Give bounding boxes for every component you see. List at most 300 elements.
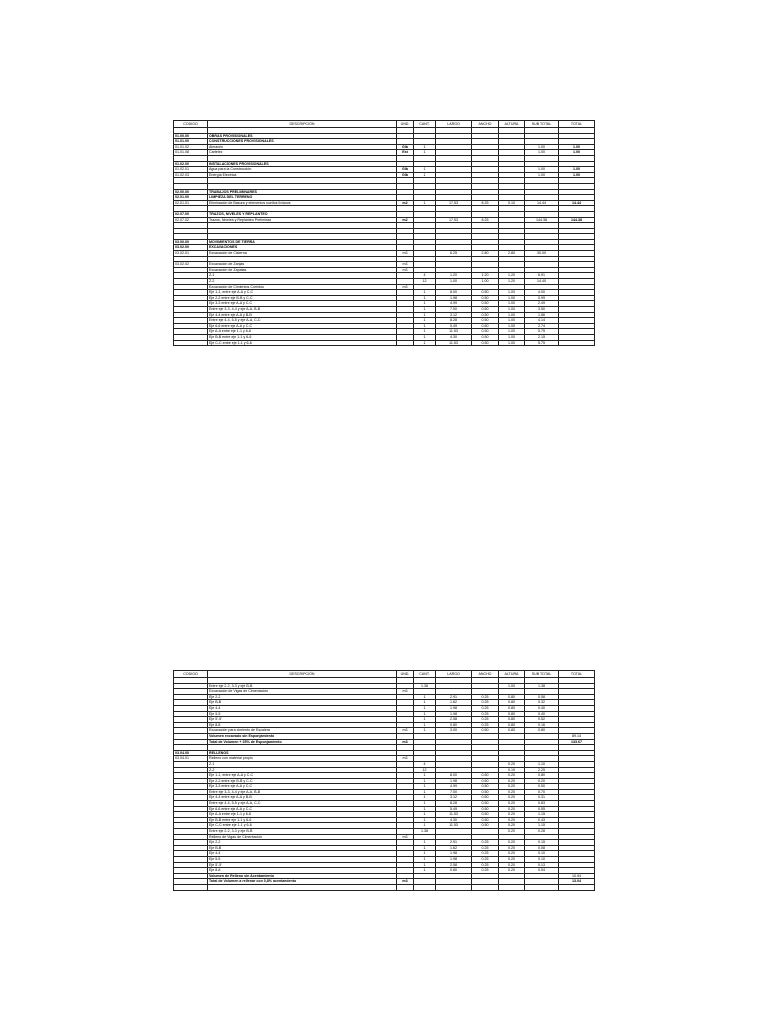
table-row <box>174 884 595 890</box>
cell-ancho: 0.50 <box>472 778 499 784</box>
cell-altura: 1.00 <box>499 318 525 324</box>
cell-altura <box>499 884 525 890</box>
cell-subtotal: 0.80 <box>525 773 559 779</box>
cell-subtotal: 2.49 <box>525 301 559 307</box>
cell-cant: 1 <box>414 172 436 178</box>
cell-descripcion: Excavación de Cimientos Corridos <box>208 284 397 290</box>
cell-descripcion: Entre eje 2-2, 3-3 y eje B-B <box>208 829 397 835</box>
cell-subtotal: 4.14 <box>525 318 559 324</box>
cell-largo: 4.99 <box>436 301 472 307</box>
cell-ancho: 0.50 <box>472 312 499 318</box>
cell-altura: 0.80 <box>499 700 525 706</box>
cell-ancho: 0.50 <box>472 789 499 795</box>
cell-und: m3 <box>397 756 414 762</box>
cell-descripcion: Eje 2-2 entre eje B-B y C-C <box>208 295 397 301</box>
cell-altura: 1.00 <box>499 312 525 318</box>
cell-subtotal: 1.56 <box>525 312 559 318</box>
cell-total: 13.04 <box>559 879 595 885</box>
cell-total: 1.00 <box>559 150 595 156</box>
cell-descripcion: Energía Electrica <box>208 172 397 178</box>
col-header-total: TOTAL <box>559 671 595 678</box>
cell-cant: 1 <box>414 868 436 874</box>
cell-ancho: 0.25 <box>472 857 499 863</box>
cell-subtotal: 0.32 <box>525 700 559 706</box>
cell-largo: 0.80 <box>436 868 472 874</box>
cell-subtotal: 14.44 <box>525 200 559 206</box>
cell-altura: 0.20 <box>499 829 525 835</box>
cell-largo: 11.53 <box>436 812 472 818</box>
cell-cant: 1 <box>414 318 436 324</box>
cell-cant: 1 <box>414 840 436 846</box>
cell-altura: 0.20 <box>499 845 525 851</box>
cell-ancho: 0.50 <box>472 323 499 329</box>
cell-largo: 1.62 <box>436 700 472 706</box>
cell-subtotal: 0.99 <box>525 295 559 301</box>
cell-ancho: 0.25 <box>472 694 499 700</box>
cell-ancho: 0.25 <box>472 862 499 868</box>
cell-cant: 1 <box>414 200 436 206</box>
metrado-table-2 <box>173 670 595 891</box>
cell-subtotal: 0.31 <box>525 795 559 801</box>
cell-codigo: 02.07.02 <box>174 217 208 223</box>
cell-altura: 1.20 <box>499 273 525 279</box>
cell-descripcion: Entre eje 2-2, 3-3 y eje B-B <box>208 683 397 689</box>
cell-descripcion: Entre eje 4-4, 5-5 y eje A-A, C-C <box>208 801 397 807</box>
cell-descripcion: Eje 3-3 entre eje A-A y C-C <box>208 784 397 790</box>
cell-altura: 0.20 <box>499 812 525 818</box>
cell-altura: 1.00 <box>499 334 525 340</box>
col-header-subtotal: SUB TOTAL <box>525 671 559 678</box>
cell-total: 10.94 <box>559 873 595 879</box>
cell-cant: 1 <box>414 150 436 156</box>
cell-ancho: 1.20 <box>472 273 499 279</box>
cell-subtotal: 1.10 <box>525 761 559 767</box>
cell-cant: 1 <box>414 700 436 706</box>
cell-largo: 1.98 <box>436 295 472 301</box>
cell-descripcion: TRABAJOS PRELIMINARES <box>208 189 397 195</box>
cell-largo: 4.99 <box>436 784 472 790</box>
cell-und: m2 <box>397 200 414 206</box>
cell-largo: 2.91 <box>436 694 472 700</box>
cell-ancho: 0.25 <box>472 868 499 874</box>
cell-descripcion: Eje 1-1, entre eje A-A y C-C <box>208 290 397 296</box>
cell-descripcion: Eje C-C entre eje 1-1 y 6-6 <box>208 340 397 346</box>
cell-largo: 8.28 <box>436 801 472 807</box>
cell-cant: 1 <box>414 705 436 711</box>
cell-largo: 17.53 <box>436 217 472 223</box>
cell-subtotal: 0.58 <box>525 694 559 700</box>
cell-largo: 3.00 <box>436 728 472 734</box>
cell-altura: 0.20 <box>499 840 525 846</box>
cell-altura: 0.19 <box>499 767 525 773</box>
cell-total: 1.00 <box>559 172 595 178</box>
cell-altura: 1.00 <box>499 307 525 313</box>
cell-ancho: 0.25 <box>472 711 499 717</box>
cell-largo: 8.00 <box>436 773 472 779</box>
col-header-cant: CANT. <box>414 121 436 128</box>
cell-cant: 1 <box>414 728 436 734</box>
cell-descripcion: Eje 5'-5' <box>208 717 397 723</box>
cell-subtotal: 2.74 <box>525 323 559 329</box>
cell-total: 1.00 <box>559 144 595 150</box>
col-header-total: TOTAL <box>559 121 595 128</box>
cell-ancho: 0.50 <box>472 334 499 340</box>
cell-altura: 0.20 <box>499 773 525 779</box>
cell-cant: 1 <box>414 323 436 329</box>
cell-cant: 4 <box>414 761 436 767</box>
cell-subtotal: 0.04 <box>525 868 559 874</box>
cell-cant: 1 <box>414 778 436 784</box>
cell-total <box>559 340 595 346</box>
cell-descripcion: Eje 5-5 <box>208 711 397 717</box>
cell-ancho: 0.50 <box>472 784 499 790</box>
cell-ancho: 0.50 <box>472 823 499 829</box>
cell-largo: 1.98 <box>436 857 472 863</box>
cell-largo: 2.58 <box>436 717 472 723</box>
cell-largo: 5.49 <box>436 806 472 812</box>
cell-descripcion: Excavación para cimiento de Escalera <box>208 728 397 734</box>
cell-codigo: 03.04.01 <box>174 756 208 762</box>
cell-und: m3 <box>397 689 414 695</box>
cell-largo: 4.30 <box>436 334 472 340</box>
cell-subtotal: 3.50 <box>525 307 559 313</box>
cell-codigo: 01.02.00 <box>174 161 208 167</box>
cell-und: Est <box>397 150 414 156</box>
cell-largo: 8.00 <box>436 290 472 296</box>
cell-descripcion: Total de Volumen + 25% de Esponjamiento <box>208 739 397 745</box>
cell-largo: 1.00 <box>436 279 472 285</box>
cell-cant: 1 <box>414 167 436 173</box>
table-header <box>174 671 595 678</box>
cell-ancho: 0.50 <box>472 318 499 324</box>
cell-subtotal: 5.75 <box>525 329 559 335</box>
cell-subtotal: 1.15 <box>525 823 559 829</box>
cell-largo: 4.30 <box>436 817 472 823</box>
table-body-1 <box>174 128 595 346</box>
cell-descripcion: Eliminación de Basura y elementos sueltos livianos <box>208 200 397 206</box>
cell-descripcion: Eje 4-4 entre eje A-A y B-B <box>208 795 397 801</box>
cell-altura: 0.20 <box>499 868 525 874</box>
cell-descripcion: OBRAS PROVISIONALES <box>208 133 397 139</box>
cell-descripcion: Eje 8-8 <box>208 868 397 874</box>
cell-cant: 1 <box>414 312 436 318</box>
cell-codigo: 03.02.00 <box>174 245 208 251</box>
cell-subtotal: 1.00 <box>525 172 559 178</box>
cell-descripcion: Trazos, Niveles y Replanteo Preliminar <box>208 217 397 223</box>
cell-ancho: 0.50 <box>472 329 499 335</box>
cell-subtotal: 1.15 <box>525 812 559 818</box>
cell-altura: 0.80 <box>499 722 525 728</box>
cell-und: m3 <box>397 879 414 885</box>
table-row <box>174 340 595 346</box>
cell-cant: 4 <box>414 273 436 279</box>
cell-codigo: 02.01.00 <box>174 195 208 201</box>
cell-und <box>397 340 414 346</box>
cell-codigo: 01.01.00 <box>174 139 208 145</box>
cell-cant: 1 <box>414 817 436 823</box>
cell-descripcion: Eje A-A entre eje 1-1 y 6-6 <box>208 329 397 335</box>
cell-total: 14.44 <box>559 200 595 206</box>
cell-total: 1.00 <box>559 167 595 173</box>
cell-cant: 1 <box>414 812 436 818</box>
cell-ancho: 0.50 <box>472 817 499 823</box>
cell-altura: 0.20 <box>499 761 525 767</box>
cell-descripcion: Eje 3-3 entre eje A-A y C-C <box>208 301 397 307</box>
cell-descripcion: Total de Volumen a rellenar con 0,8% acentamiento <box>208 879 397 885</box>
cell-subtotal: 0.13 <box>525 862 559 868</box>
cell-subtotal: 6.91 <box>525 273 559 279</box>
cell-cant: 1 <box>414 789 436 795</box>
cell-subtotal: 0.55 <box>525 806 559 812</box>
cell-descripcion: CONSTRUCCIONES PROVISIONALES <box>208 139 397 145</box>
cell-subtotal: 30.00 <box>525 251 559 257</box>
cell-total: 89.14 <box>559 733 595 739</box>
col-header-descripcion: DESCRIPCIÓN <box>208 671 397 678</box>
cell-ancho: 0.50 <box>472 301 499 307</box>
cell-subtotal: 0.52 <box>525 717 559 723</box>
cell-altura: 0.20 <box>499 784 525 790</box>
cell-descripcion: Eje 4-4 <box>208 705 397 711</box>
cell-cant: 1 <box>414 711 436 717</box>
col-header-und: UND. <box>397 671 414 678</box>
cell-cant: 1 <box>414 801 436 807</box>
cell-descripcion: Eje 6-6 entre eje A-A y C-C <box>208 806 397 812</box>
cell-cant: 1 <box>414 334 436 340</box>
cell-descripcion: INSTALACIONES PROVISIONALES <box>208 161 397 167</box>
cell-cant: 1 <box>414 722 436 728</box>
cell-largo: 5.49 <box>436 323 472 329</box>
cell-ancho: 0.25 <box>472 722 499 728</box>
col-header-altura: ALTURA <box>499 671 525 678</box>
cell-descripcion: EXCAVACIONES <box>208 245 397 251</box>
cell-codigo: 01.02.01 <box>174 167 208 173</box>
cell-ancho: 0.50 <box>472 307 499 313</box>
cell-largo: 11.53 <box>436 340 472 346</box>
cell-ancho: 0.50 <box>472 795 499 801</box>
cell-descripcion: Eje B-B <box>208 845 397 851</box>
cell-subtotal: 0.28 <box>525 829 559 835</box>
cell-subtotal: 144.38 <box>525 217 559 223</box>
cell-largo: 6.25 <box>436 251 472 257</box>
cell-descripcion: Agua para la Construcción <box>208 167 397 173</box>
cell-descripcion: Excavación de Zanjas <box>208 262 397 268</box>
cell-ancho: 8.25 <box>472 200 499 206</box>
cell-cant: 1 <box>414 694 436 700</box>
cell-descripcion: Eje 4-4 <box>208 851 397 857</box>
cell-descripcion: Eje 2-2 entre eje B-B y C-C <box>208 778 397 784</box>
col-header-largo: LARGO <box>436 671 472 678</box>
cell-subtotal: 4.00 <box>525 290 559 296</box>
cell-largo: 1.98 <box>436 778 472 784</box>
cell-cant: 1.38 <box>414 829 436 835</box>
cell-descripcion: Excavación de Vigas de Cimentación <box>208 689 397 695</box>
cell-ancho: 0.25 <box>472 700 499 706</box>
cell-ancho <box>472 884 499 890</box>
cell-codigo: 02.00.00 <box>174 189 208 195</box>
cell-subtotal: 0.10 <box>525 851 559 857</box>
cell-largo: 3.12 <box>436 795 472 801</box>
cell-altura: 0.80 <box>499 717 525 723</box>
cell-descripcion: Almacén <box>208 144 397 150</box>
cell-largo: 1.62 <box>436 845 472 851</box>
cell-largo: 17.53 <box>436 200 472 206</box>
col-header-cant: CANT. <box>414 671 436 678</box>
cell-largo: 7.00 <box>436 789 472 795</box>
cell-subtotal: 2.15 <box>525 334 559 340</box>
cell-descripcion: Volumen excavado sin Esponjamiento <box>208 733 397 739</box>
cell-codigo: 03.02.02 <box>174 262 208 268</box>
cell-altura: 2.80 <box>499 251 525 257</box>
cell-subtotal: 0.50 <box>525 784 559 790</box>
cell-largo: 3.12 <box>436 312 472 318</box>
cell-subtotal: 0.16 <box>525 722 559 728</box>
cell-und: m3 <box>397 267 414 273</box>
col-header-ancho: ANCHO <box>472 671 499 678</box>
cell-subtotal: 1.00 <box>525 144 559 150</box>
cell-und: Glb <box>397 172 414 178</box>
cell-subtotal: 2.25 <box>525 767 559 773</box>
cell-largo: 11.53 <box>436 329 472 335</box>
cell-cant: 1 <box>414 307 436 313</box>
cell-ancho: 2.80 <box>472 251 499 257</box>
cell-codigo: 01.01.02 <box>174 144 208 150</box>
cell-subtotal: 0.83 <box>525 801 559 807</box>
cell-descripcion: Eje 8-8 <box>208 722 397 728</box>
cell-altura: 0.20 <box>499 851 525 857</box>
cell-codigo: 02.07.00 <box>174 211 208 217</box>
table-body-2 <box>174 678 595 891</box>
cell-subtotal: 5.75 <box>525 340 559 346</box>
cell-subtotal: 0.40 <box>525 711 559 717</box>
col-header-und: UND. <box>397 121 414 128</box>
cell-descripcion: RELLENOS <box>208 750 397 756</box>
cell-altura: 1.00 <box>499 329 525 335</box>
col-header-subtotal: SUB TOTAL <box>525 121 559 128</box>
col-header-altura: ALTURA <box>499 121 525 128</box>
cell-altura: 0.20 <box>499 823 525 829</box>
cell-ancho: 0.50 <box>472 801 499 807</box>
cell-codigo: 03.04.00 <box>174 750 208 756</box>
cell-subtotal: 14.40 <box>525 279 559 285</box>
cell-subtotal: 0.80 <box>525 728 559 734</box>
cell-cant: 1 <box>414 795 436 801</box>
cell-und: m3 <box>397 284 414 290</box>
cell-total <box>559 884 595 890</box>
cell-largo: 1.98 <box>436 711 472 717</box>
cell-descripcion: Entre eje 4-4, 5-5 y eje A-A, C-C <box>208 318 397 324</box>
cell-und: m2 <box>397 217 414 223</box>
cell-descripcion: MOVIMIENTOS DE TIERRA <box>208 239 397 245</box>
cell-cant: 1 <box>414 301 436 307</box>
cell-und <box>397 884 414 890</box>
cell-und: m3 <box>397 262 414 268</box>
cell-altura: 1.00 <box>499 683 525 689</box>
metrado-sheet-1 <box>173 120 594 346</box>
cell-largo: 2.91 <box>436 840 472 846</box>
cell-altura: 0.20 <box>499 778 525 784</box>
cell-largo: 11.53 <box>436 823 472 829</box>
cell-altura: 0.20 <box>499 817 525 823</box>
cell-cant: 1 <box>414 862 436 868</box>
col-header-ancho: ANCHO <box>472 121 499 128</box>
cell-descripcion: Z-1 <box>208 273 397 279</box>
cell-cant: 1 <box>414 295 436 301</box>
cell-und: m3 <box>397 739 414 745</box>
cell-cant: 1 <box>414 290 436 296</box>
cell-cant: 12 <box>414 767 436 773</box>
col-header-largo: LARGO <box>436 121 472 128</box>
cell-altura: 1.00 <box>499 323 525 329</box>
cell-altura: 0.80 <box>499 728 525 734</box>
cell-altura: 0.10 <box>499 200 525 206</box>
cell-subtotal <box>525 884 559 890</box>
table-header <box>174 121 595 128</box>
metrado-sheet-2 <box>173 670 594 891</box>
cell-ancho: 0.50 <box>472 728 499 734</box>
cell-codigo: 01.00.00 <box>174 133 208 139</box>
cell-und: Glb <box>397 167 414 173</box>
col-header-descripcion: DESCRIPCIÓN <box>208 121 397 128</box>
cell-altura: 1.00 <box>499 301 525 307</box>
cell-ancho: 0.50 <box>472 295 499 301</box>
cell-cant <box>414 884 436 890</box>
cell-ancho: 0.25 <box>472 705 499 711</box>
cell-subtotal: 0.43 <box>525 817 559 823</box>
cell-subtotal: 0.40 <box>525 705 559 711</box>
cell-altura: 0.80 <box>499 705 525 711</box>
cell-largo: 1.98 <box>436 705 472 711</box>
cell-ancho: 0.25 <box>472 845 499 851</box>
cell-altura: 0.20 <box>499 857 525 863</box>
cell-cant: 1 <box>414 851 436 857</box>
cell-largo: 1.98 <box>436 851 472 857</box>
cell-descripcion: Z-2 <box>208 279 397 285</box>
cell-ancho: 0.25 <box>472 717 499 723</box>
cell-altura: 0.20 <box>499 806 525 812</box>
cell-descripcion: Eje B-B entre eje 1-1 y 6-6 <box>208 334 397 340</box>
cell-descripcion: LIMPIEZA DEL TERRENO <box>208 195 397 201</box>
cell-subtotal: 0.20 <box>525 778 559 784</box>
cell-cant: 1 <box>414 806 436 812</box>
cell-largo: 0.80 <box>436 722 472 728</box>
col-header-codigo: CODIGO <box>174 671 208 678</box>
cell-descripcion: Relleno con material propio <box>208 756 397 762</box>
cell-altura: 0.20 <box>499 795 525 801</box>
cell-descripcion: Excavación de Cisterna <box>208 251 397 257</box>
cell-und: m3 <box>397 251 414 257</box>
cell-subtotal: 0.10 <box>525 857 559 863</box>
cell-altura: 1.00 <box>499 295 525 301</box>
cell-total: 144.38 <box>559 217 595 223</box>
cell-cant: 1 <box>414 857 436 863</box>
cell-cant: 1 <box>414 144 436 150</box>
cell-altura: 1.00 <box>499 290 525 296</box>
cell-und: m3 <box>397 834 414 840</box>
cell-codigo: 03.02.01 <box>174 251 208 257</box>
cell-largo <box>436 884 472 890</box>
cell-descripcion: Eje 2-2 <box>208 840 397 846</box>
cell-codigo: 01.01.08 <box>174 150 208 156</box>
cell-altura: 0.20 <box>499 862 525 868</box>
cell-ancho: 0.50 <box>472 812 499 818</box>
cell-descripcion: Eje 1-1, entre eje A-A y C-C <box>208 773 397 779</box>
cell-descripcion: Entre eje 3-3, 4-4 y eje A-A, B-B <box>208 789 397 795</box>
cell-subtotal: 0.15 <box>525 840 559 846</box>
cell-subtotal: 1.38 <box>525 683 559 689</box>
cell-descripcion: Z-1 <box>208 761 397 767</box>
cell-descripcion: Eje 4-4 entre eje A-A y B-B <box>208 312 397 318</box>
cell-und: m3 <box>397 728 414 734</box>
